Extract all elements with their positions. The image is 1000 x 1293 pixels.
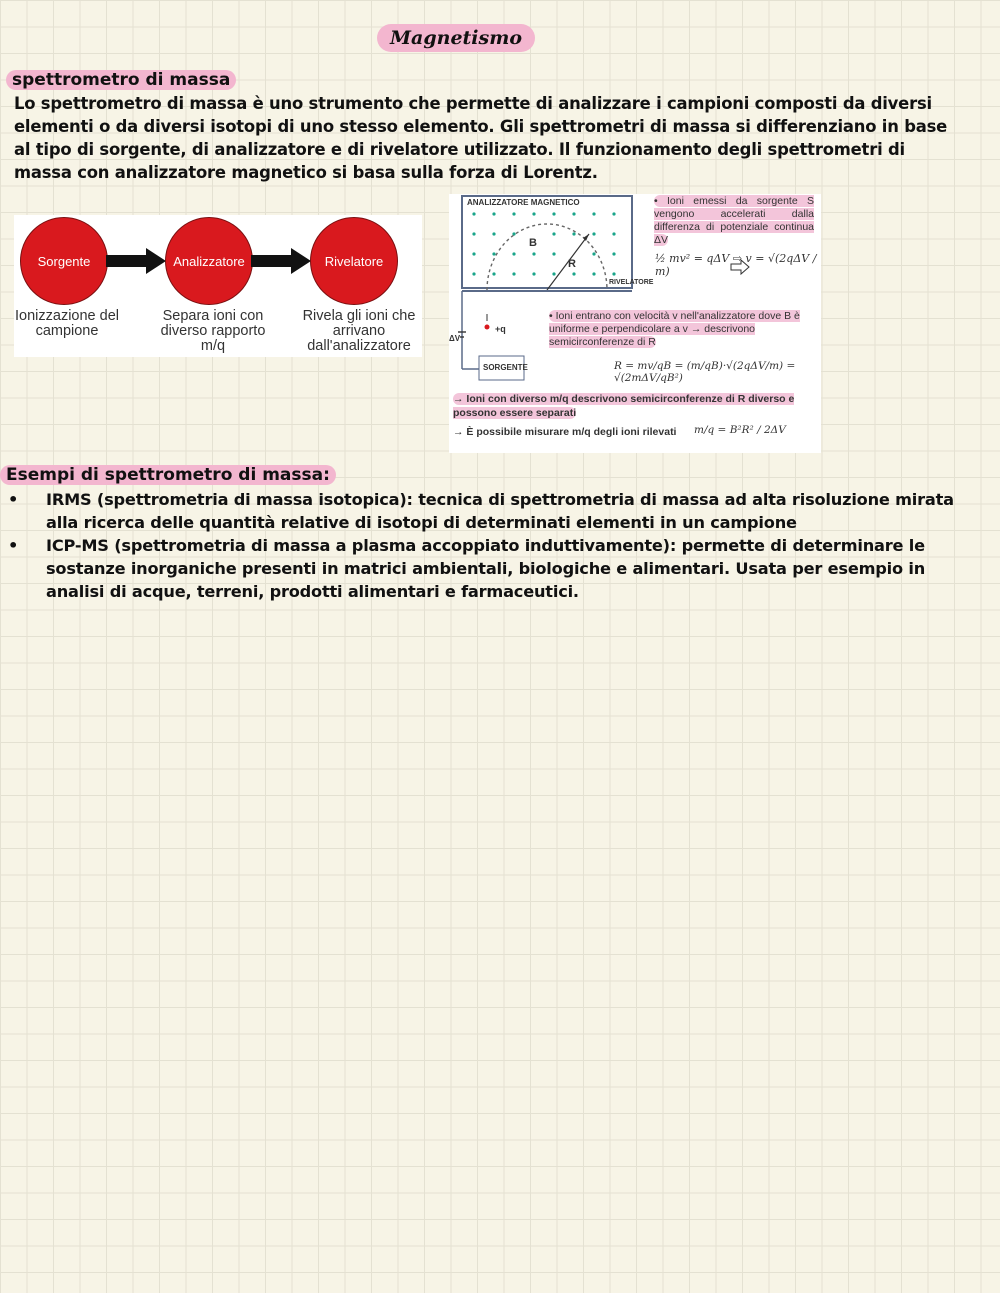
arrow-icon (251, 248, 313, 274)
caption-rivelatore: Rivela gli ioni che arrivano dall'analizzatore (302, 308, 416, 354)
examples-list (8, 488, 983, 603)
page-title: Magnetismo (377, 24, 535, 52)
arrow-icon (106, 248, 168, 274)
node-analizzatore: Analizzatore (165, 217, 253, 305)
label-b: B (529, 237, 537, 249)
note-misurare-mq: → È possibile misurare m/q degli ioni rilevati (453, 426, 677, 438)
intro-paragraph: Lo spettrometro di massa è uno strumento che permette di analizzare i campioni composti da diversi elementi o da diversi isotopi di uno stesso elemento. Gli spettrometri di massa si differenziano in base al tipo di sorgente, di analizzatore e di rivelatore utilizzato. Il funzionamento degli spettrometri di massa con analizzatore magnetico si basa sulla forza di Lorentz. (14, 94, 948, 182)
note-diverso-mq: → Ioni con diverso m/q descrivono semicirconferenze di R diverso e possono essere separati (453, 393, 795, 419)
magnetic-analyzer-figure (449, 194, 821, 453)
label-dv: ΔV (449, 334, 461, 343)
list-item: • ICP-MS (spettrometria di massa a plasma accoppiato induttivamente): permette di determinare le sostanze inorganiche presenti in matrici ambientali, biologiche e alimentari. Usata per esempio in analisi di acque, terreni, prodotti alimentari e farmaceutici. (8, 536, 926, 601)
node-rivelatore: Rivelatore (310, 217, 398, 305)
section-heading-spettrometro: spettrometro di massa (6, 69, 236, 91)
flow-diagram (14, 215, 422, 357)
label-q: +q (495, 324, 506, 334)
equation-velocity: ½ mv² = qΔV ⇨ v = √(2qΔV / m) (655, 252, 817, 278)
bullet-icon: • (8, 536, 19, 555)
caption-sorgente: Ionizzazione del campione (15, 308, 119, 339)
equation-radius: R = mv/qB = (m/qB)·√(2qΔV/m) = √(2mΔV/qB²) (614, 360, 796, 384)
caption-analizzatore: Separa ioni con diverso rapporto m/q (160, 308, 266, 354)
node-sorgente: Sorgente (20, 217, 108, 305)
label-sorgente: SORGENTE (483, 363, 528, 372)
bullet-icon: • (8, 490, 19, 509)
note-ioni-entrano: • Ioni entrano con velocità v nell'analizzatore dove B è uniforme e perpendicolare a v → descrivono semicirconferenze di R (549, 310, 800, 348)
equation-mq: m/q = B²R² / 2ΔV (694, 424, 786, 436)
note-ioni-emessi: • Ioni emessi da sorgente S vengono accelerati dalla differenza di potenziale continua ΔV (654, 195, 814, 246)
label-r: R (568, 258, 576, 270)
label-rivelatore: RIVELATORE (609, 279, 654, 286)
section-heading-esempi: Esempi di spettrometro di massa: (0, 464, 336, 486)
label-analizzatore-magnetico: ANALIZZATORE MAGNETICO (467, 198, 580, 207)
list-item: • IRMS (spettrometria di massa isotopica): tecnica di spettrometria di massa ad alta risoluzione mirata alla ricerca delle quantità relative di isotopi di determinati elementi in un campione (8, 490, 954, 532)
